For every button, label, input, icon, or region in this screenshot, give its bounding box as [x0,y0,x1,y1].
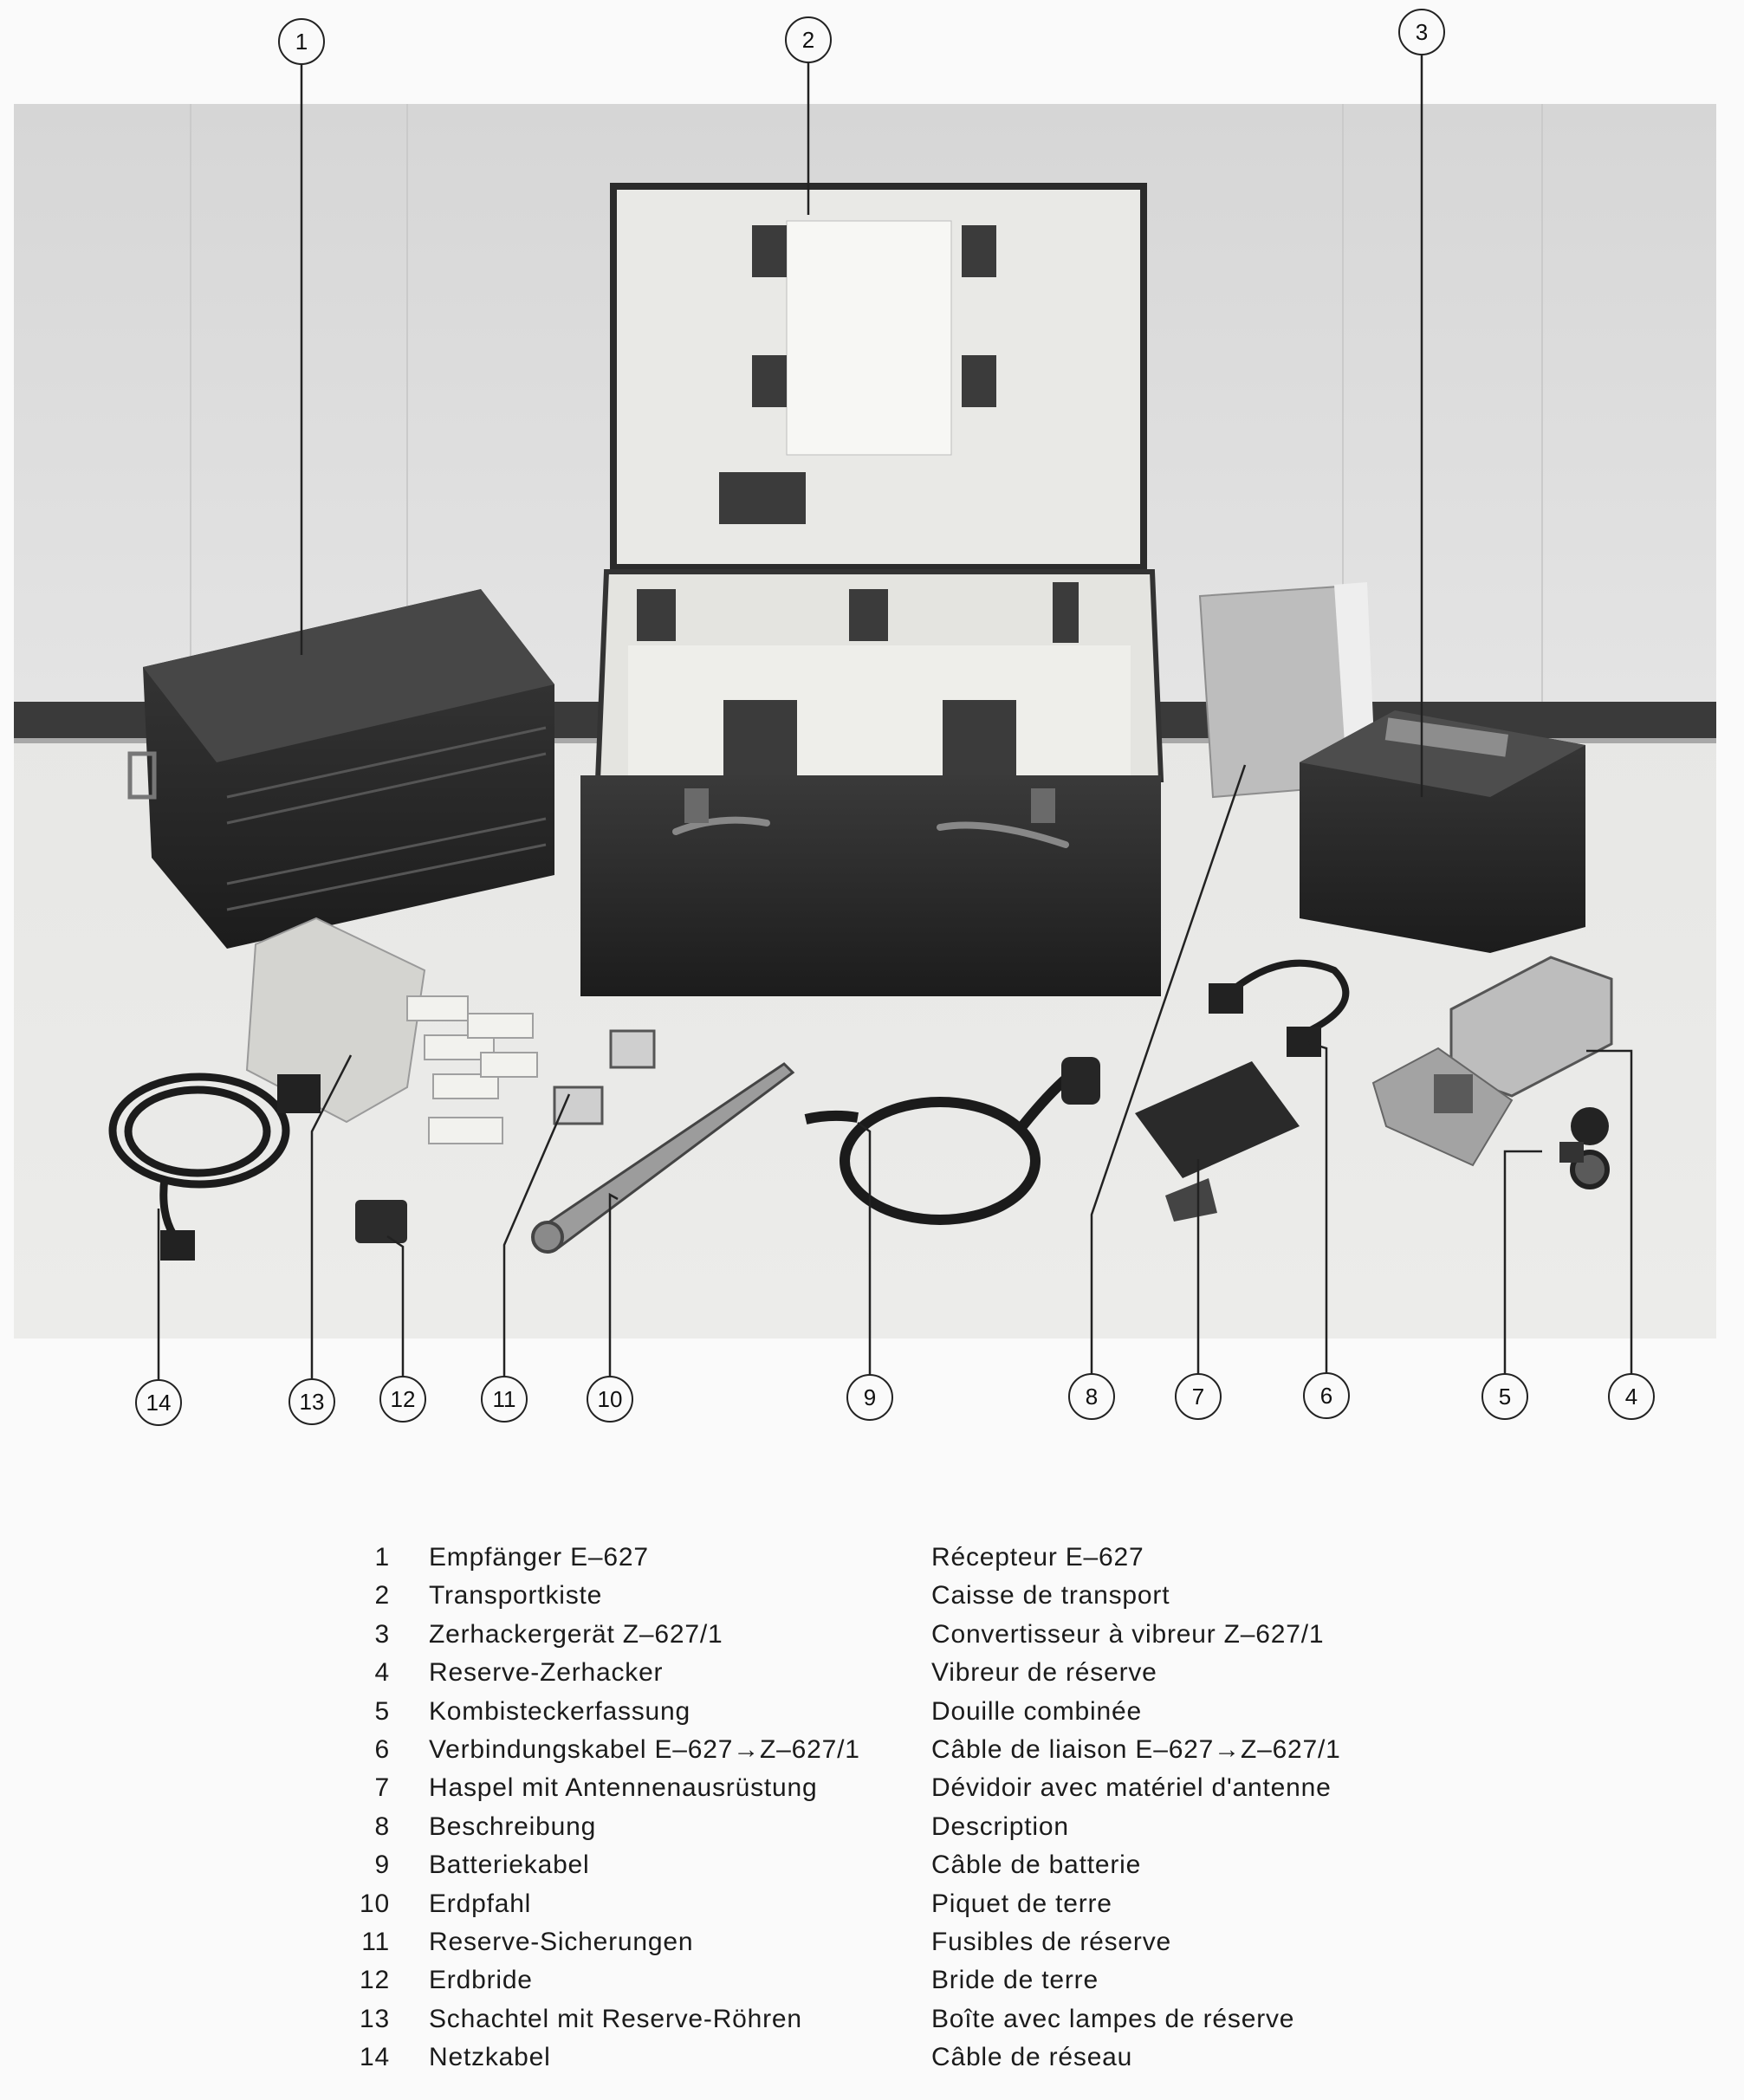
mains-plug [277,1074,321,1113]
callout-6: 6 [1303,1372,1350,1419]
legend-french: Convertisseur à vibreur Z–627/1 [931,1619,1325,1649]
legend-number: 7 [374,1773,390,1803]
legend-french: Description [931,1812,1069,1841]
vibrator-converter [1300,710,1585,953]
legend-number: 9 [374,1850,390,1880]
legend-number: 2 [374,1581,390,1611]
legend-french: Boîte avec lampes de réserve [931,2004,1295,2033]
callout-13: 13 [289,1378,335,1425]
legend-german: Erdbride [429,1966,533,1995]
callout-11: 11 [481,1376,528,1423]
legend-french: Dévidoir avec matériel d'antenne [931,1773,1332,1803]
callout-10: 10 [587,1376,633,1423]
legend-german: Reserve-Zerhacker [429,1658,664,1688]
legend-number: 10 [360,1889,390,1918]
legend-number: 14 [360,2043,390,2072]
legend-french: Fusibles de réserve [931,1927,1171,1956]
legend-german: Kombisteckerfassung [429,1696,691,1726]
legend-german: Schachtel mit Reserve-Röhren [429,2004,802,2033]
legend-french: Piquet de terre [931,1889,1112,1918]
legend-number: 6 [374,1734,390,1764]
legend-number: 1 [374,1543,390,1572]
legend-german: Haspel mit Antennenausrüstung [429,1773,818,1803]
callout-12: 12 [379,1376,426,1423]
callout-14: 14 [135,1379,182,1426]
legend-german: Zerhackergerät Z–627/1 [429,1619,723,1649]
legend-number: 12 [360,1966,390,1995]
callout-4: 4 [1608,1373,1655,1420]
mains-connector [160,1230,195,1261]
legend-german: Transportkiste [429,1581,603,1611]
connection-plug-a [1209,983,1243,1014]
connection-plug-b [1287,1027,1321,1057]
legend-french: Récepteur E–627 [931,1543,1144,1572]
legend-german: Erdpfahl [429,1889,532,1918]
legend-french: Câble de réseau [931,2043,1133,2072]
legend-german: Batteriekabel [429,1850,590,1880]
legend-french: Vibreur de réserve [931,1658,1157,1688]
legend-number: 5 [374,1696,390,1726]
legend-german: Verbindungskabel E–627→Z–627/1 [429,1734,860,1764]
callout-9: 9 [846,1374,893,1421]
battery-connector [1061,1057,1100,1105]
legend-french: Caisse de transport [931,1581,1170,1611]
legend-german: Netzkabel [429,2043,551,2072]
legend-german: Empfänger E–627 [429,1543,649,1572]
legend-french: Bride de terre [931,1966,1099,1995]
callout-2: 2 [785,16,832,63]
legend-number: 3 [374,1619,390,1649]
earth-clamp [355,1200,407,1243]
callout-5: 5 [1481,1373,1528,1420]
legend-french: Câble de batterie [931,1850,1142,1880]
callout-8: 8 [1068,1373,1115,1420]
legend-french: Douille combinée [931,1696,1142,1726]
callout-7: 7 [1175,1373,1222,1420]
legend-number: 13 [360,2004,390,2033]
legend-german: Beschreibung [429,1812,597,1841]
legend-number: 8 [374,1812,390,1841]
transport-box [580,186,1161,996]
legend-french: Câble de liaison E–627→Z–627/1 [931,1734,1341,1764]
legend-number: 11 [361,1927,390,1956]
callout-1: 1 [278,18,325,65]
callout-3: 3 [1398,9,1445,55]
legend-german: Reserve-Sicherungen [429,1927,694,1956]
legend-number: 4 [374,1658,390,1688]
